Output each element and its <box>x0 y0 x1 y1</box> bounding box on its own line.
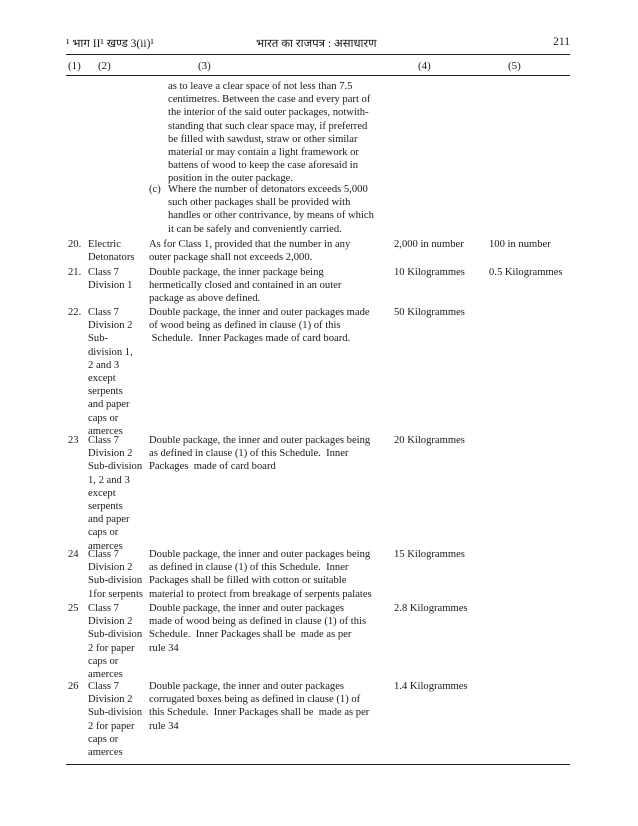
column-header-5: (5) <box>508 60 521 72</box>
row-packing-text: As for Class 1, provided that the number in any <box>149 239 351 250</box>
row-class-description: except <box>88 373 116 384</box>
row-packing-text: outer package shall not exceeds 2,000. <box>149 252 313 264</box>
row-class-description: 2 for paper <box>88 642 135 654</box>
row-class-description: Class 7 <box>88 267 119 278</box>
row-class-description: Division 2 <box>88 616 133 628</box>
column-header-1: (1) <box>68 60 81 72</box>
row-class-description: amerces <box>88 669 123 680</box>
column-header-3: (3) <box>198 60 211 72</box>
row-packing-text: Double package, the inner and outer packages <box>149 603 345 614</box>
row-class-description: 1for serpents <box>88 588 144 600</box>
column-header-4: (4) <box>418 60 431 72</box>
row-class-description: serpents <box>88 501 123 512</box>
row-class-description: caps or <box>88 655 119 667</box>
page-number: 211 <box>553 36 570 48</box>
row-class-description: amerces <box>88 540 123 552</box>
row-max-net-quantity: 15 Kilogrammes <box>394 549 465 560</box>
continuation-line: battens of wood to keep the case aforesaid in <box>168 160 359 172</box>
row-class-description: Division 2 <box>88 320 133 332</box>
row-class-description: Class 7 <box>88 307 119 318</box>
row-class-description: Division 2 <box>88 694 133 706</box>
row-class-description: Detonators <box>88 252 135 264</box>
column-header-2: (2) <box>98 60 111 72</box>
row-number: 20. <box>68 239 82 250</box>
row-packing-text: Schedule. Inner Packages made of card board. <box>149 333 351 345</box>
row-packing-text: Double package, the inner package being <box>149 267 324 278</box>
row-class-description: and paper <box>88 514 130 526</box>
item-c-line: such other packages shall be provided with <box>168 197 351 209</box>
header-part-section: ¹ भाग II¹ खण्ड 3(ii)¹ <box>66 38 154 50</box>
row-class-description: Class 7 <box>88 603 119 614</box>
row-number: 21. <box>68 267 82 278</box>
row-class-description: caps or <box>88 412 119 424</box>
row-number: 23 <box>68 435 79 446</box>
row-packing-text: made of wood being as defined in clause (1) of this <box>149 616 367 628</box>
row-class-description: caps or <box>88 733 119 745</box>
row-inner-quantity: 0.5 Kilogrammes <box>489 267 563 278</box>
row-packing-text: material to protect from breakage of serpents palates <box>149 588 372 600</box>
row-class-description: Sub-division <box>88 629 143 641</box>
row-packing-text: of wood being as defined in clause (1) of this <box>149 320 341 332</box>
row-class-description: division 1, <box>88 346 133 358</box>
continuation-line: centimetres. Between the case and every part of <box>168 94 371 106</box>
row-inner-quantity: 100 in number <box>489 239 551 250</box>
row-packing-text: as defined in clause (1) of this Schedule. Inner <box>149 562 349 574</box>
row-packing-text: Schedule. Inner Packages shall be made as per <box>149 629 352 641</box>
row-class-description: Electric <box>88 239 121 250</box>
row-packing-text: package as above defined. <box>149 293 261 305</box>
row-number: 26 <box>68 681 79 692</box>
row-class-description: 2 and 3 <box>88 359 120 371</box>
row-class-description: Division 2 <box>88 448 133 460</box>
row-max-net-quantity: 10 Kilogrammes <box>394 267 465 278</box>
row-packing-text: Double package, the inner and outer packages made <box>149 307 370 318</box>
row-class-description: 1, 2 and 3 <box>88 474 130 486</box>
item-c-line: handles or other contrivance, by means of which <box>168 210 374 222</box>
row-packing-text: Double package, the inner and outer packages being <box>149 435 371 446</box>
header-rule-bottom <box>66 75 570 76</box>
row-class-description: Class 7 <box>88 549 119 560</box>
row-class-description: Class 7 <box>88 435 119 446</box>
row-max-net-quantity: 50 Kilogrammes <box>394 307 465 318</box>
row-packing-text: Double package, the inner and outer packages <box>149 681 345 692</box>
row-packing-text: this Schedule. Inner Packages shall be made as per <box>149 707 370 719</box>
row-packing-text: as defined in clause (1) of this Schedule. Inner <box>149 448 349 460</box>
row-max-net-quantity: 2.8 Kilogrammes <box>394 603 468 614</box>
continuation-line: material or may contain a light framework or <box>168 147 359 158</box>
row-packing-text: Packages shall be filled with cotton or suitable <box>149 575 347 587</box>
row-class-description: caps or <box>88 527 119 539</box>
header-rule-top <box>66 54 570 55</box>
row-packing-text: hermetically closed and contained in an outer <box>149 280 342 292</box>
row-max-net-quantity: 20 Kilogrammes <box>394 435 465 446</box>
continuation-line: standing that such clear space may, if preferred <box>168 120 368 132</box>
row-class-description: Division 2 <box>88 562 133 574</box>
row-packing-text: rule 34 <box>149 720 179 732</box>
row-packing-text: rule 34 <box>149 642 179 654</box>
row-class-description: Sub- <box>88 333 109 345</box>
row-max-net-quantity: 1.4 Kilogrammes <box>394 681 468 692</box>
continuation-line: the interior of the said outer packages, notwith- <box>168 107 369 119</box>
footer-rule <box>66 764 570 765</box>
row-class-description: serpents <box>88 386 123 398</box>
row-max-net-quantity: 2,000 in number <box>394 239 464 250</box>
row-class-description: amerces <box>88 425 123 437</box>
row-class-description: amerces <box>88 747 123 758</box>
row-number: 22. <box>68 307 82 318</box>
row-class-description: Sub-division <box>88 575 143 587</box>
continuation-line: position in the outer package. <box>168 173 294 185</box>
continuation-line: as to leave a clear space of not less than 7.5 <box>168 81 353 92</box>
row-class-description: Sub-division <box>88 461 143 473</box>
item-c-line: it can be safely and conveniently carried. <box>168 223 342 235</box>
continuation-line: be filled with sawdust, straw or other similar <box>168 133 358 145</box>
item-c-label: (c) <box>149 184 161 195</box>
row-class-description: and paper <box>88 399 130 411</box>
row-packing-text: corrugated boxes being as defined in clause (1) of <box>149 694 361 706</box>
row-number: 25 <box>68 603 79 614</box>
header-gazette-title: भारत का राजपत्र : असाधारण <box>256 38 377 50</box>
row-class-description: Division 1 <box>88 280 133 292</box>
row-packing-text: Double package, the inner and outer packages being <box>149 549 371 560</box>
item-c-line: Where the number of detonators exceeds 5,000 <box>168 184 368 195</box>
page-header <box>66 36 570 52</box>
row-class-description: 2 for paper <box>88 720 135 732</box>
row-class-description: except <box>88 487 116 499</box>
row-class-description: Sub-division <box>88 707 143 719</box>
row-packing-text: Packages made of card board <box>149 461 276 473</box>
row-class-description: Class 7 <box>88 681 119 692</box>
row-number: 24 <box>68 549 79 560</box>
